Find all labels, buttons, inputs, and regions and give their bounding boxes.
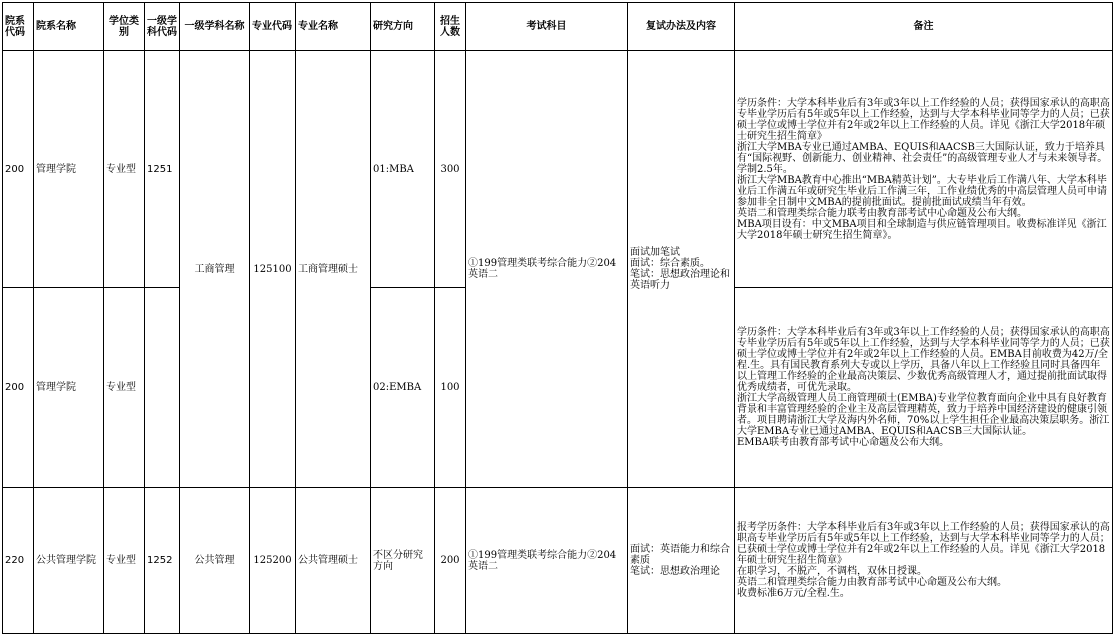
retest-line: 笔试：思想政治理论和英语听力 — [630, 269, 730, 291]
exam-cell: ①199管理类联考综合能力②204英语二 — [466, 488, 628, 634]
l1-code-cell: 1252 — [145, 488, 180, 634]
major-name-cell: 工商管理硕士 — [296, 51, 371, 488]
dept-code-cell: 200 — [3, 51, 34, 288]
header-l1-code: 一级学科代码 — [145, 3, 180, 51]
remark-line: 浙江大学MBA教育中心推出“MBA精英计划”。大专毕业后工作满八年、大学本科毕业后工作满五年或研究生毕业后工作满三年，工作业绩优秀的中高层管理人员可申请参加非全日制中文MBA的提前批面试。提前批面试成绩当年有效。 — [737, 174, 1107, 208]
major-code-cell: 125100 — [250, 51, 296, 488]
header-code: 院系代码 — [3, 3, 34, 51]
dept-name-cell: 管理学院 — [34, 51, 104, 288]
direction-cell: 不区分研究方向 — [371, 488, 435, 634]
admissions-table — [2, 2, 1113, 634]
header-quota: 招生人数 — [435, 3, 466, 51]
remark-line: 报考学历条件：大学本科毕业后有3年或3年以上工作经验的人员；获得国家承认的高职高专毕业学历后有5年或5年以上工作经验，达到与大学本科毕业同等学力的人员；已获硕士学位或博士学位并有2年或2年以上工作经验的人员。详见《浙江大学2018年硕士研究生招生简章》 — [737, 522, 1110, 566]
dept-name-cell: 公共管理学院 — [34, 488, 104, 634]
exam-cell: ①199管理类联考综合能力②204英语二 — [466, 51, 628, 488]
major-code-cell: 125200 — [250, 488, 296, 634]
retest-line: 面试加笔试 — [630, 247, 680, 258]
remark-cell — [735, 51, 1113, 288]
header-remark: 备注 — [735, 3, 1113, 51]
header-exam: 考试科目 — [466, 3, 628, 51]
dept-name-cell: 管理学院 — [34, 288, 104, 488]
remark-line: 收费标准6万元/全程.生。 — [737, 588, 850, 599]
retest-cell — [628, 51, 735, 488]
remark-cell — [735, 488, 1113, 634]
remark-line: 浙江大学MBA专业已通过AMBA、EQUIS和AACSB三大国际认证，致力于培养具有“国际视野、创新能力、创业精神、社会责任”的高级管理专业人才与未来领导者。学制2.5年。 — [737, 141, 1108, 175]
header-l1-name: 一级学科名称 — [180, 3, 250, 51]
table-row — [3, 51, 1113, 288]
l1-name-cell: 工商管理 — [180, 51, 250, 488]
remark-line: 在职学习，不脱产，不调档，双休日授课。 — [737, 566, 927, 577]
dept-code-cell: 220 — [3, 488, 34, 634]
direction-cell: 01:MBA — [371, 51, 435, 288]
direction-cell: 02:EMBA — [371, 288, 435, 488]
header-retest: 复试办法及内容 — [628, 3, 735, 51]
remark-line: MBA项目设有：中文MBA项目和全球制造与供应链管理项目。收费标准详见《浙江大学2018年硕士研究生招生简章》。 — [737, 218, 1107, 241]
header-direction: 研究方向 — [371, 3, 435, 51]
remark-line: 浙江大学高级管理人员工商管理硕士(EMBA)专业学位教育面向企业中具有良好教育背景和丰富管理经验的企业主及高层管理精英，致力于培养中国经济建设的健康引领者。项目聘请浙江大学及海内外名师，70%以上学生担任企业最高决策层职务。浙江大学EMBA专业已通过AMBA、EQUIS和AACSB三大国际认证。 — [737, 393, 1110, 437]
retest-line: 面试：综合素质。 — [630, 258, 710, 269]
remark-line: 英语二和管理类综合能力由教育部考试中心命题及公布大纲。 — [737, 577, 1007, 588]
l1-code-cell — [145, 288, 180, 488]
degree-type-cell: 专业型 — [104, 488, 145, 634]
retest-line: 笔试：思想政治理论 — [630, 566, 720, 577]
quota-cell: 300 — [435, 51, 466, 288]
degree-type-cell: 专业型 — [104, 51, 145, 288]
remark-line: 学历条件：大学本科毕业后有3年或3年以上工作经验的人员；获得国家承认的高职高专毕业学历后有5年或5年以上工作经验，达到与大学本科毕业同等学力的人员；已获硕士学位或博士学位并有2年或2年以上工作经验的人员。详见《浙江大学2018年硕士研究生招生简章》 — [737, 97, 1110, 142]
l1-code-cell: 1251 — [145, 51, 180, 288]
header-major-name: 专业名称 — [296, 3, 371, 51]
remark-line: 学历条件：大学本科毕业后有3年或3年以上工作经验的人员；获得国家承认的高职高专毕业学历后有5年或5年以上工作经验，达到与大学本科毕业同等学力的人员；已获硕士学位或博士学位并有2年或2年以上工作经验的人员。EMBA目前收费为42万/全程.生。具有国民教育系列大专或以上学历，具备八年以上工作经验且同时具备四年以上管理工作经验的企业最高决策层、少数优秀高级管理人才，通过提前批面试取得优秀成绩者，可优先录取。 — [737, 327, 1110, 393]
quota-cell: 200 — [435, 488, 466, 634]
remark-cell — [735, 288, 1113, 488]
major-name-cell: 公共管理硕士 — [296, 488, 371, 634]
table-row — [3, 488, 1113, 634]
remark-line: EMBA联考由教育部考试中心命题及公布大纲。 — [737, 437, 950, 448]
header-degree-type: 学位类别 — [104, 3, 145, 51]
remark-line: 英语二和管理类综合能力联考由教育部考试中心命题及公布大纲。 — [737, 207, 1027, 219]
retest-cell — [628, 488, 735, 634]
retest-line: 面试：英语能力和综合素质 — [630, 544, 730, 566]
l1-name-cell: 公共管理 — [180, 488, 250, 634]
header-row — [3, 3, 1113, 51]
quota-cell: 100 — [435, 288, 466, 488]
header-dept: 院系名称 — [34, 3, 104, 51]
header-major-code: 专业代码 — [250, 3, 296, 51]
degree-type-cell: 专业型 — [104, 288, 145, 488]
dept-code-cell: 200 — [3, 288, 34, 488]
